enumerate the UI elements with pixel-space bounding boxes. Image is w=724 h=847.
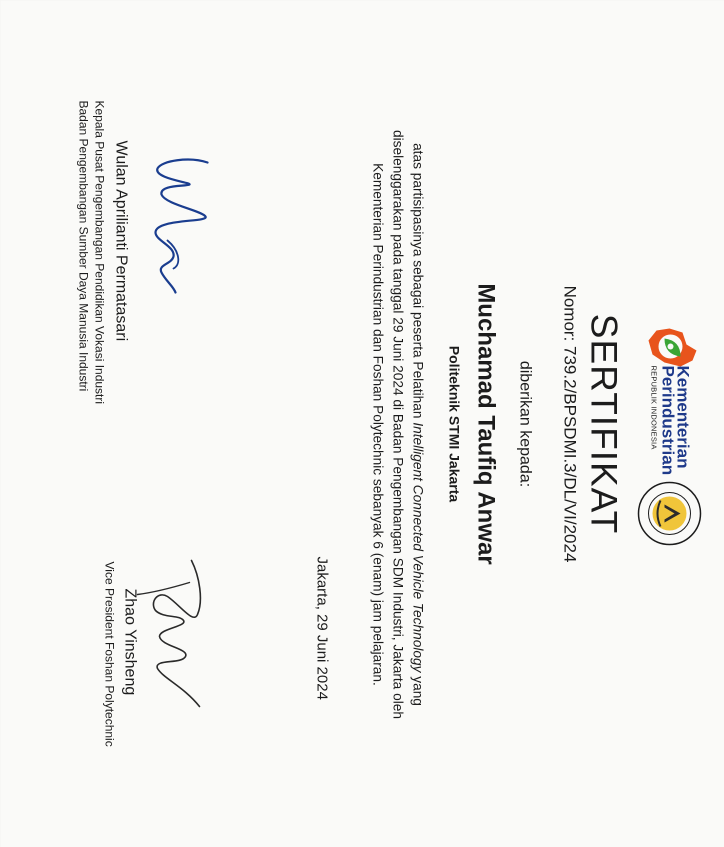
right-signature-icon xyxy=(129,552,219,712)
logo-line-3: REPUBLIK INDONESIA xyxy=(649,365,658,450)
right-signatory-position: Vice President Foshan Polytechnic xyxy=(102,561,116,747)
left-signatory-position-2: Badan Pengembangan Sumber Daya Manusia Industri xyxy=(76,100,90,391)
logo-line-2: Perindustrian xyxy=(658,365,677,475)
left-signatory-name: Wulan Aprilianti Permatasari xyxy=(112,140,129,341)
place-date: Jakarta, 29 Juni 2024 xyxy=(313,556,330,700)
recipient-name: Muchamad Taufiq Anwar xyxy=(472,282,499,565)
body-text-part-1: atas partisipasinya sebagai peserta Pelatihan xyxy=(410,142,425,422)
given-to-label: diberikan kepada: xyxy=(516,360,533,487)
certificate-number: Nomor: 739.2/BPSDMI.3/DL/VI/2024 xyxy=(560,285,579,562)
foshan-polytechnic-seal-icon xyxy=(636,480,702,546)
left-signature-icon xyxy=(129,140,219,300)
certificate-title: SERTIFIKAT xyxy=(583,313,624,534)
logo-line-1: Kementerian xyxy=(673,365,692,468)
certificate-body-text xyxy=(367,117,427,731)
training-title: Intelligent Connected Vehicle Technology xyxy=(410,421,425,672)
left-signatory-position-1: Kepala Pusat Pengembangan Pendidikan Vokasi Industri xyxy=(92,100,106,404)
right-signatory-name: Zhao Yinsheng xyxy=(121,588,138,695)
recipient-institution: Politeknik STMI Jakarta xyxy=(446,345,462,502)
kemenperin-logo-text xyxy=(649,365,690,475)
body-text-part-2: yang diselenggarakan pada tanggal 29 Juni 2024 di Badan Pengembangan SDM Industri, Jakarta oleh Kementerian Perindustrian dan Foshan Polytechnic sebanyak 6 (enam) jam pelajaran. xyxy=(370,129,425,719)
